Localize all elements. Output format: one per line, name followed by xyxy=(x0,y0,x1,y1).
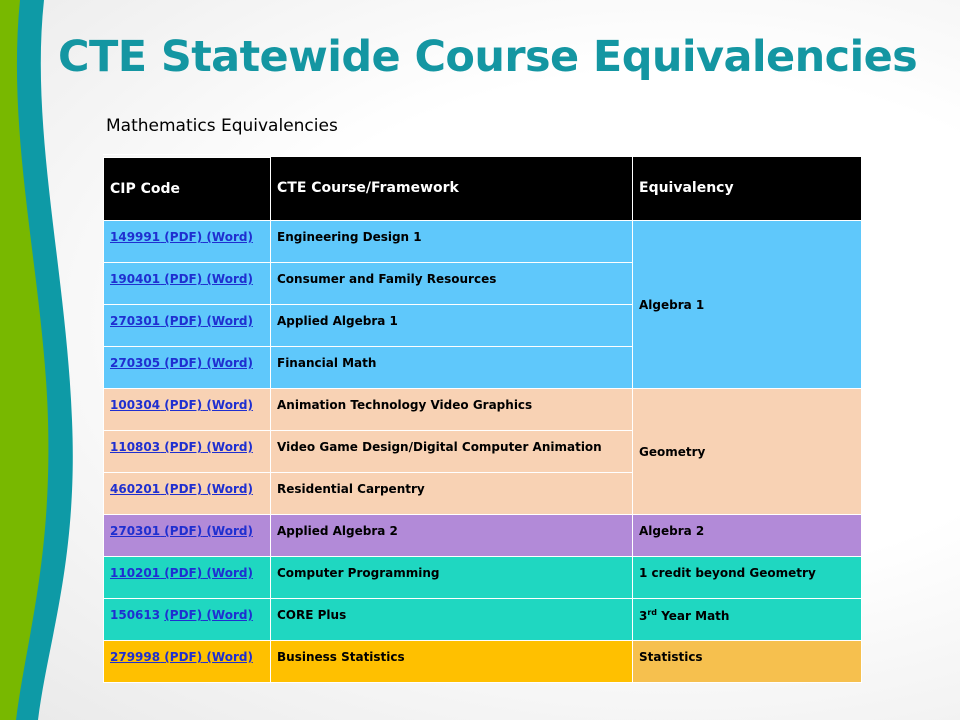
equivalency-suffix: Year Math xyxy=(657,609,730,623)
cip-code-link[interactable]: 100304 xyxy=(110,398,161,412)
equivalency-cell: Algebra 2 xyxy=(633,515,862,557)
cip-code-link[interactable]: 270301 xyxy=(110,314,161,328)
cip-code-link[interactable]: 270305 xyxy=(110,356,161,370)
page-title: CTE Statewide Course Equivalencies xyxy=(58,32,918,82)
equivalency-ordinal: rd xyxy=(647,608,658,617)
pdf-link[interactable]: (PDF) xyxy=(164,608,203,622)
pdf-link[interactable]: (PDF) xyxy=(164,230,203,244)
cip-code-link[interactable]: 279998 xyxy=(110,650,161,664)
equivalency-table xyxy=(103,154,862,683)
cip-code-cell xyxy=(104,347,271,389)
cip-code-link[interactable]: 460201 xyxy=(110,482,161,496)
pdf-link[interactable]: (PDF) xyxy=(164,314,203,328)
course-name: Consumer and Family Resources xyxy=(271,263,633,305)
header-equivalency: Equivalency xyxy=(633,156,862,221)
word-link[interactable]: (Word) xyxy=(206,650,253,664)
cip-code-cell xyxy=(104,305,271,347)
pdf-link[interactable]: (PDF) xyxy=(164,524,203,538)
cip-code-cell xyxy=(104,431,271,473)
course-name: Video Game Design/Digital Computer Animation xyxy=(271,431,633,473)
course-name: Financial Math xyxy=(271,347,633,389)
word-link[interactable]: (Word) xyxy=(206,272,253,286)
pdf-link[interactable]: (PDF) xyxy=(164,398,203,412)
table-row xyxy=(104,641,862,683)
equivalency-number: 3 xyxy=(639,609,648,623)
cip-code-cell xyxy=(104,599,271,641)
table-row xyxy=(104,557,862,599)
table-header-row xyxy=(104,156,862,221)
word-link[interactable]: (Word) xyxy=(206,440,253,454)
word-link[interactable]: (Word) xyxy=(206,398,253,412)
word-link[interactable]: (Word) xyxy=(206,566,253,580)
course-name: Residential Carpentry xyxy=(271,473,633,515)
equivalency-cell: 1 credit beyond Geometry xyxy=(633,557,862,599)
course-name: Applied Algebra 2 xyxy=(271,515,633,557)
pdf-link[interactable]: (PDF) xyxy=(164,356,203,370)
cip-code-link[interactable]: 149991 xyxy=(110,230,161,244)
course-name: Computer Programming xyxy=(271,557,633,599)
course-name: Engineering Design 1 xyxy=(271,221,633,263)
word-link[interactable]: (Word) xyxy=(206,608,253,622)
pdf-link[interactable]: (PDF) xyxy=(164,440,203,454)
cip-code-cell xyxy=(104,641,271,683)
table-row xyxy=(104,389,862,431)
table-row xyxy=(104,515,862,557)
equivalency-cell: Geometry xyxy=(633,389,862,515)
course-name: Animation Technology Video Graphics xyxy=(271,389,633,431)
word-link[interactable]: (Word) xyxy=(206,482,253,496)
word-link[interactable]: (Word) xyxy=(206,314,253,328)
cip-code-cell xyxy=(104,557,271,599)
cip-code-cell xyxy=(104,263,271,305)
equivalency-table-container xyxy=(103,154,862,683)
word-link[interactable]: (Word) xyxy=(206,230,253,244)
cip-code-cell xyxy=(104,221,271,263)
equivalency-cell xyxy=(633,599,862,641)
table-row xyxy=(104,599,862,641)
cip-code-cell xyxy=(104,473,271,515)
equivalency-cell: Statistics xyxy=(633,641,862,683)
cip-code-link[interactable]: 110201 xyxy=(110,566,161,580)
course-name: CORE Plus xyxy=(271,599,633,641)
header-cip-code: CIP Code xyxy=(104,156,271,221)
cip-code-cell xyxy=(104,515,271,557)
table-row xyxy=(104,221,862,263)
cip-code-link[interactable]: 190401 xyxy=(110,272,161,286)
word-link[interactable]: (Word) xyxy=(206,524,253,538)
word-link[interactable]: (Word) xyxy=(206,356,253,370)
equivalency-cell: Algebra 1 xyxy=(633,221,862,389)
pdf-link[interactable]: (PDF) xyxy=(164,272,203,286)
section-subtitle: Mathematics Equivalencies xyxy=(106,116,338,136)
course-name: Business Statistics xyxy=(271,641,633,683)
cip-code-cell xyxy=(104,389,271,431)
decorative-side-swoosh xyxy=(0,0,120,720)
header-cte-course: CTE Course/Framework xyxy=(271,156,633,221)
pdf-link[interactable]: (PDF) xyxy=(164,482,203,496)
pdf-link[interactable]: (PDF) xyxy=(164,650,203,664)
cip-code-text: 150613 xyxy=(110,608,161,622)
pdf-link[interactable]: (PDF) xyxy=(164,566,203,580)
course-name: Applied Algebra 1 xyxy=(271,305,633,347)
cip-code-link[interactable]: 270301 xyxy=(110,524,161,538)
cip-code-link[interactable]: 110803 xyxy=(110,440,161,454)
